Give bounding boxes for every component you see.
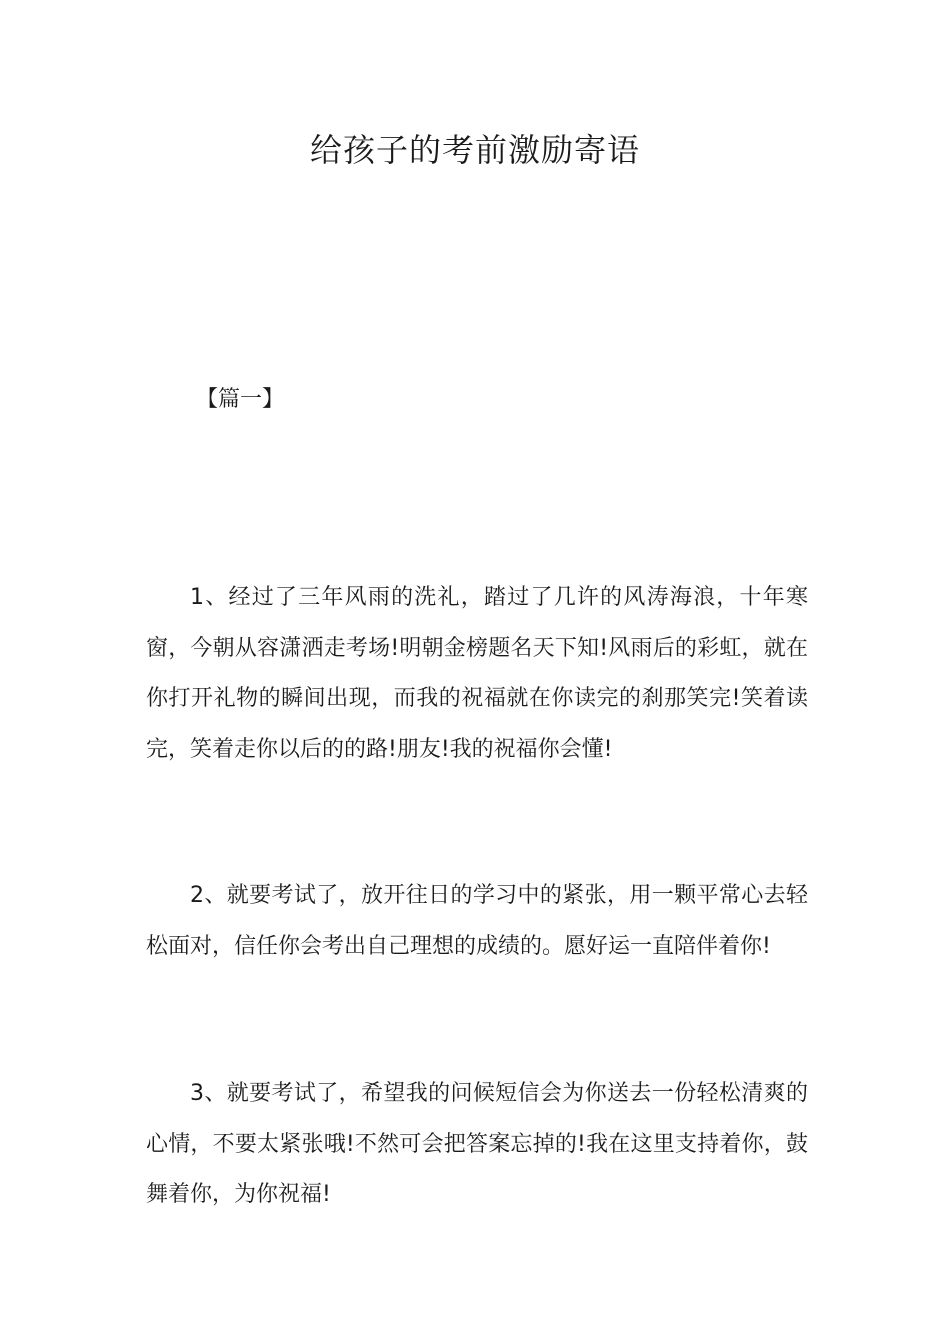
section-label: 【篇一】 xyxy=(196,387,285,412)
document-title: 给孩子的考前激励寄语 xyxy=(309,131,640,169)
paragraph-1: 1、经过了三年风雨的洗礼，踏过了几许的风涛海浪，十年寒窗，今朝从容潇洒走考场!明朝金榜题名天下知!风雨后的彩虹，就在你打开礼物的瞬间出现，而我的祝福就在你读完的刹那笑完!笑着读完，笑着走你以后的的路!朋友!我的祝福你会懂! xyxy=(146,585,808,762)
paragraph-2: 2、就要考试了，放开往日的学习中的紧张，用一颗平常心去轻松面对，信任你会考出自己理想的成绩的。愿好运一直陪伴着你! xyxy=(146,883,808,959)
paragraph-3: 3、就要考试了，希望我的问候短信会为你送去一份轻松清爽的心情，不要太紧张哦!不然可会把答案忘掉的!我在这里支持着你，鼓舞着你，为你祝福! xyxy=(146,1081,808,1207)
